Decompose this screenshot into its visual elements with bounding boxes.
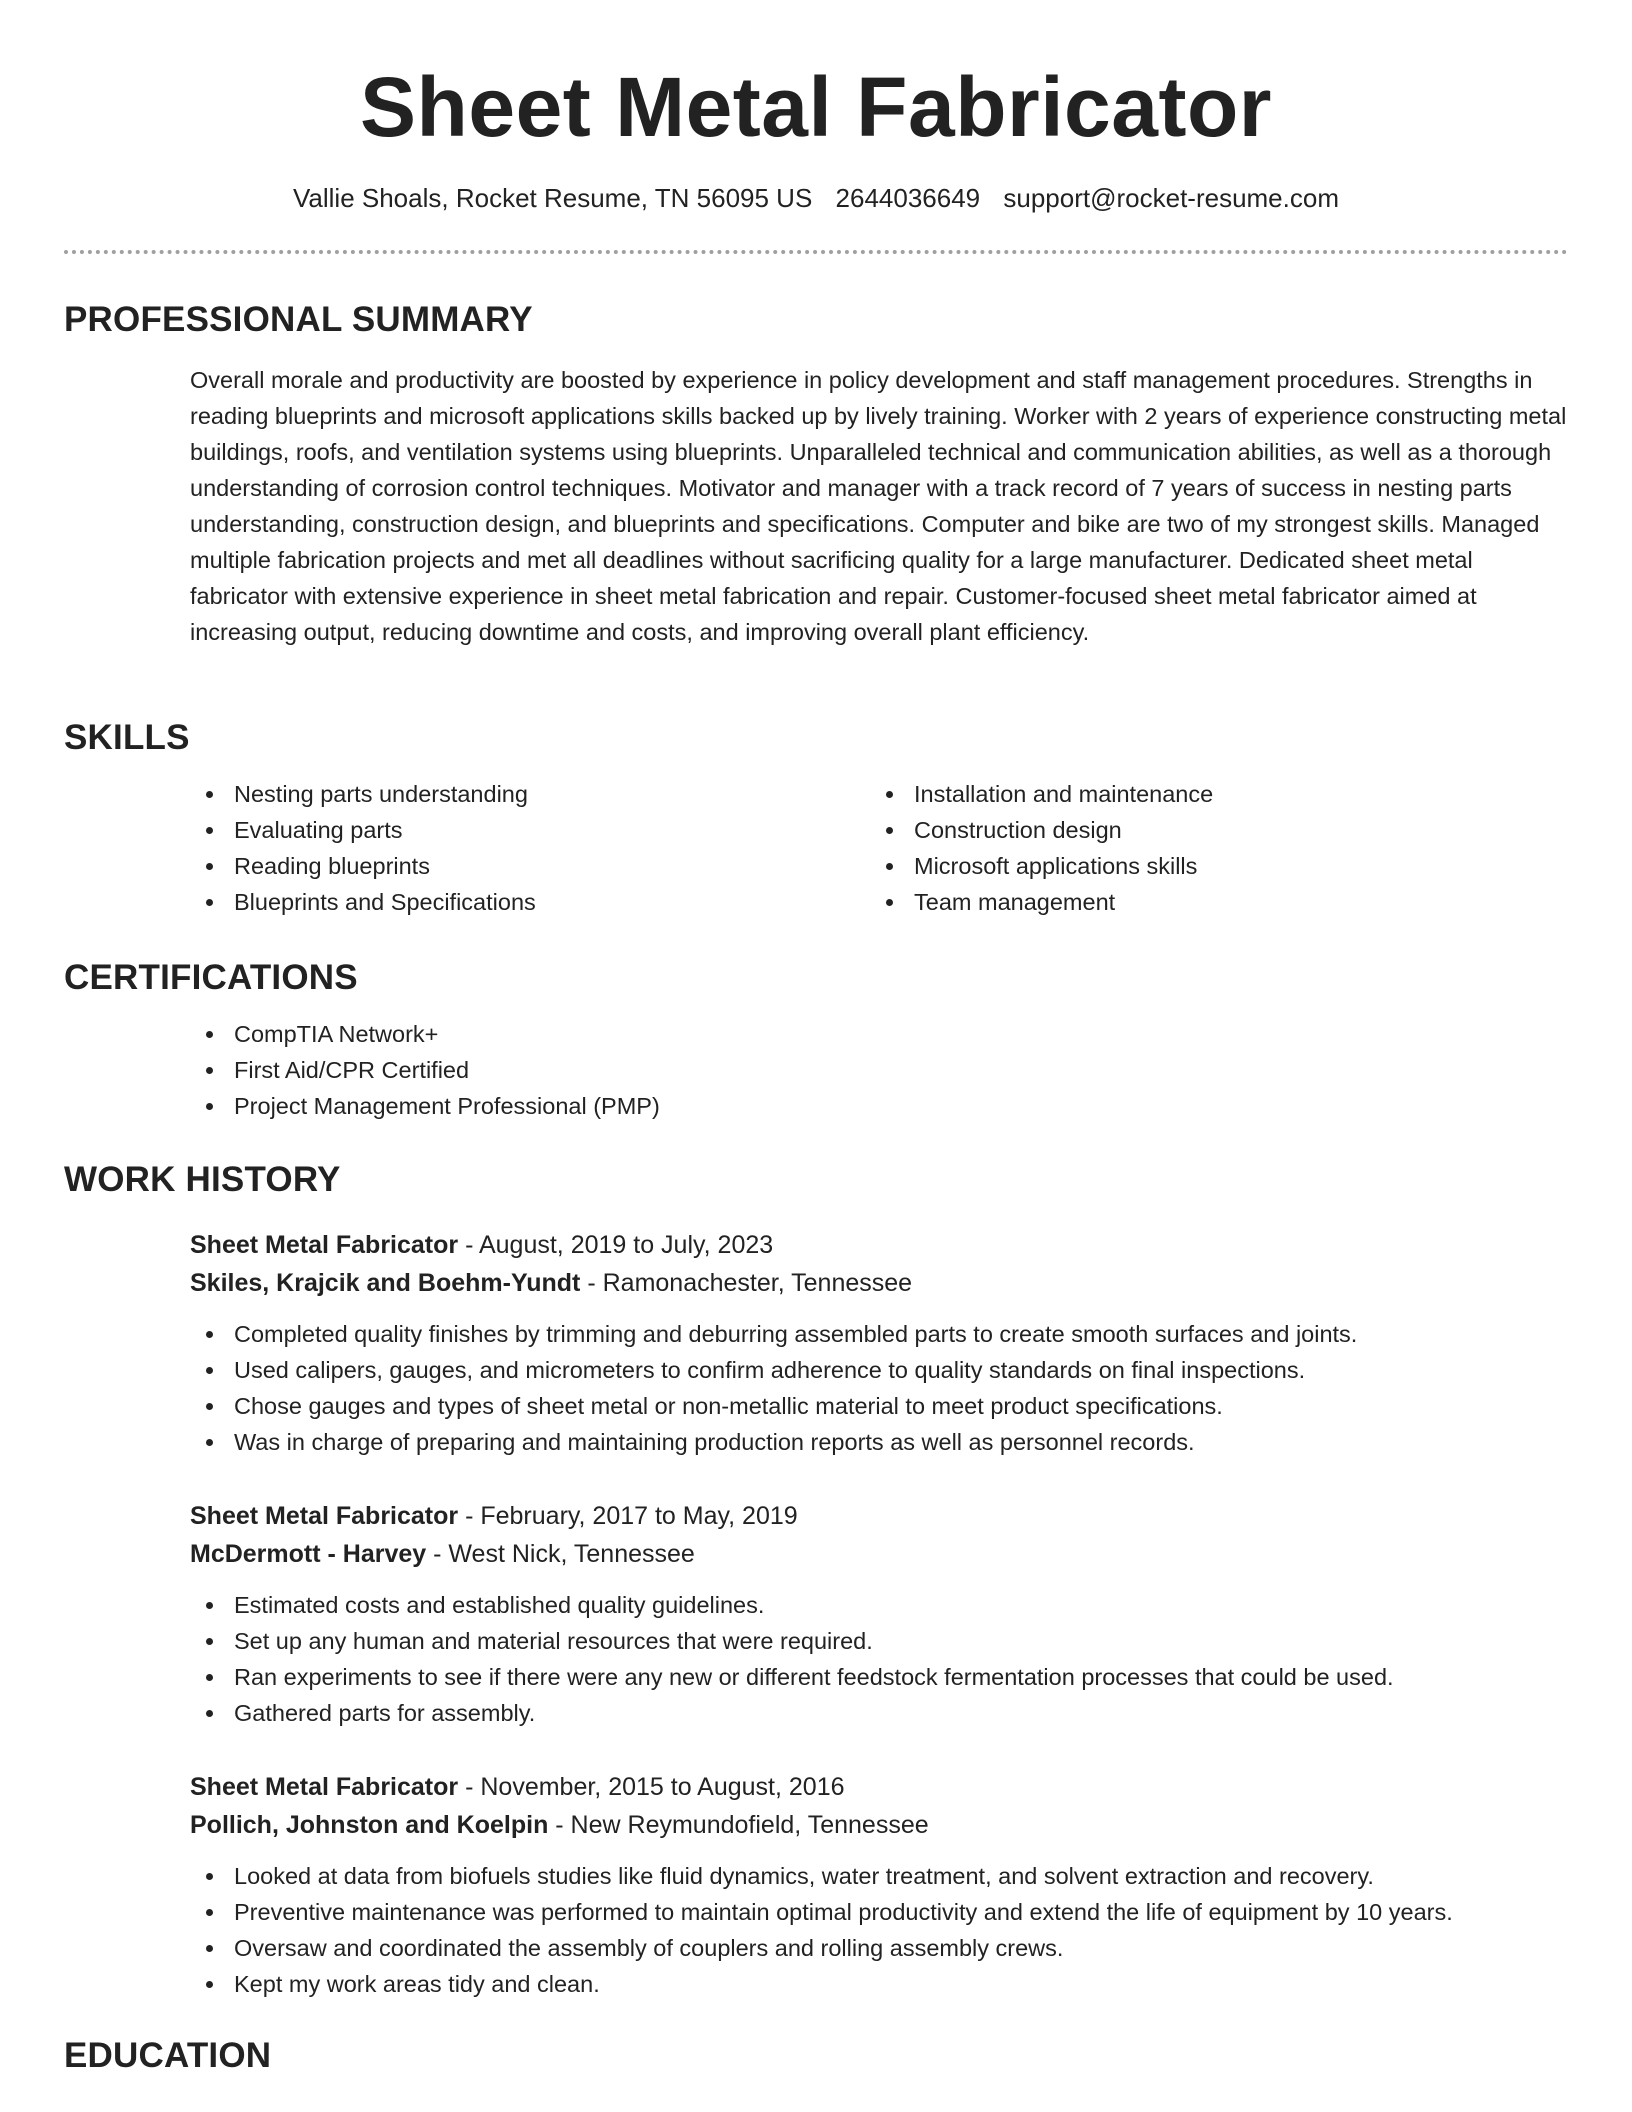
list-item: Estimated costs and established quality guidelines. xyxy=(190,1587,1568,1623)
contact-line xyxy=(0,180,1632,216)
list-item: Construction design xyxy=(870,812,1550,848)
list-item: Set up any human and material resources that were required. xyxy=(190,1623,1568,1659)
company-line xyxy=(190,1264,1568,1302)
list-item: Microsoft applications skills xyxy=(870,848,1550,884)
header-divider xyxy=(64,250,1568,254)
certifications-list xyxy=(190,1016,1568,1124)
job-title-line xyxy=(190,1226,1568,1264)
company-name: Skiles, Krajcik and Boehm-Yundt xyxy=(190,1269,581,1297)
contact-address: Vallie Shoals, Rocket Resume, TN 56095 US xyxy=(293,183,813,213)
work-history-section xyxy=(64,1158,1568,1202)
list-item: Ran experiments to see if there were any new or different feedstock fermentation processes that could be used. xyxy=(190,1659,1568,1695)
list-item: Oversaw and coordinated the assembly of couplers and rolling assembly crews. xyxy=(190,1930,1568,1966)
skills-list-left xyxy=(190,776,870,920)
list-item: Completed quality finishes by trimming and deburring assembled parts to create smooth surfaces and joints. xyxy=(190,1316,1568,1352)
list-item: CompTIA Network+ xyxy=(190,1016,1568,1052)
education-heading: EDUCATION xyxy=(64,2036,272,2075)
company-location: - New Reymundofield, Tennessee xyxy=(548,1811,929,1839)
job-duties-list xyxy=(190,1316,1568,1460)
contact-email: support@rocket-resume.com xyxy=(1003,183,1339,213)
company-name: McDermott - Harvey xyxy=(190,1540,427,1568)
list-item: First Aid/CPR Certified xyxy=(190,1052,1568,1088)
company-name: Pollich, Johnston and Koelpin xyxy=(190,1811,549,1839)
list-item: Reading blueprints xyxy=(190,848,870,884)
skills-heading: SKILLS xyxy=(64,718,190,757)
job-title-line xyxy=(190,1497,1568,1535)
job-duties-list xyxy=(190,1587,1568,1731)
skills-columns xyxy=(190,776,1568,920)
company-location: - Ramonachester, Tennessee xyxy=(580,1269,913,1297)
certifications-heading: CERTIFICATIONS xyxy=(64,958,358,997)
education-section xyxy=(64,2034,1568,2078)
resume-title: Sheet Metal Fabricator xyxy=(360,60,1272,154)
list-item: Gathered parts for assembly. xyxy=(190,1695,1568,1731)
job-title: Sheet Metal Fabricator xyxy=(190,1773,459,1801)
job-title-line xyxy=(190,1768,1568,1806)
list-item: Nesting parts understanding xyxy=(190,776,870,812)
list-item: Kept my work areas tidy and clean. xyxy=(190,1966,1568,2002)
skills-list-right xyxy=(870,776,1550,920)
job-title: Sheet Metal Fabricator xyxy=(190,1502,459,1530)
list-item: Team management xyxy=(870,884,1550,920)
summary-section xyxy=(64,298,1568,650)
list-item: Installation and maintenance xyxy=(870,776,1550,812)
contact-phone: 2644036649 xyxy=(835,183,981,213)
job-dates: - November, 2015 to August, 2016 xyxy=(458,1773,845,1801)
list-item: Chose gauges and types of sheet metal or non-metallic material to meet product specifications. xyxy=(190,1388,1568,1424)
job-dates: - February, 2017 to May, 2019 xyxy=(458,1502,798,1530)
company-location: - West Nick, Tennessee xyxy=(426,1540,695,1568)
list-item: Used calipers, gauges, and micrometers to confirm adherence to quality standards on final inspections. xyxy=(190,1352,1568,1388)
job-title: Sheet Metal Fabricator xyxy=(190,1231,459,1259)
work-history-heading: WORK HISTORY xyxy=(64,1160,341,1199)
job-entry xyxy=(64,1497,1568,1731)
job-entry xyxy=(64,1768,1568,2002)
certifications-section xyxy=(64,956,1568,1124)
company-line xyxy=(190,1806,1568,1844)
summary-text: Overall morale and productivity are boosted by experience in policy development and staff management procedures. Strengths in reading blueprints and microsoft applications skills backed up by lively training. Worker with 2 years of experience constructing metal buildings, roofs, and ventilation systems using blueprints. Unparalleled technical and communication abilities, as well as a thorough understanding of corrosion control techniques. Motivator and manager with a track record of 7 years of success in nesting parts understanding, construction design, and blueprints and specifications. Computer and bike are two of my strongest skills. Managed multiple fabrication projects and met all deadlines without sacrificing quality for a large manufacturer. Dedicated sheet metal fabricator with extensive experience in sheet metal fabrication and repair. Customer-focused sheet metal fabricator aimed at increasing output, reducing downtime and costs, and improving overall plant efficiency. xyxy=(190,367,1567,645)
job-entry xyxy=(64,1226,1568,1460)
list-item: Project Management Professional (PMP) xyxy=(190,1088,1568,1124)
summary-heading: PROFESSIONAL SUMMARY xyxy=(64,300,533,339)
list-item: Evaluating parts xyxy=(190,812,870,848)
company-line xyxy=(190,1535,1568,1573)
list-item: Preventive maintenance was performed to maintain optimal productivity and extend the life of equipment by 10 years. xyxy=(190,1894,1568,1930)
list-item: Looked at data from biofuels studies like fluid dynamics, water treatment, and solvent extraction and recovery. xyxy=(190,1858,1568,1894)
job-duties-list xyxy=(190,1858,1568,2002)
list-item: Was in charge of preparing and maintaining production reports as well as personnel records. xyxy=(190,1424,1568,1460)
job-dates: - August, 2019 to July, 2023 xyxy=(458,1231,774,1259)
skills-section xyxy=(64,716,1568,920)
list-item: Blueprints and Specifications xyxy=(190,884,870,920)
